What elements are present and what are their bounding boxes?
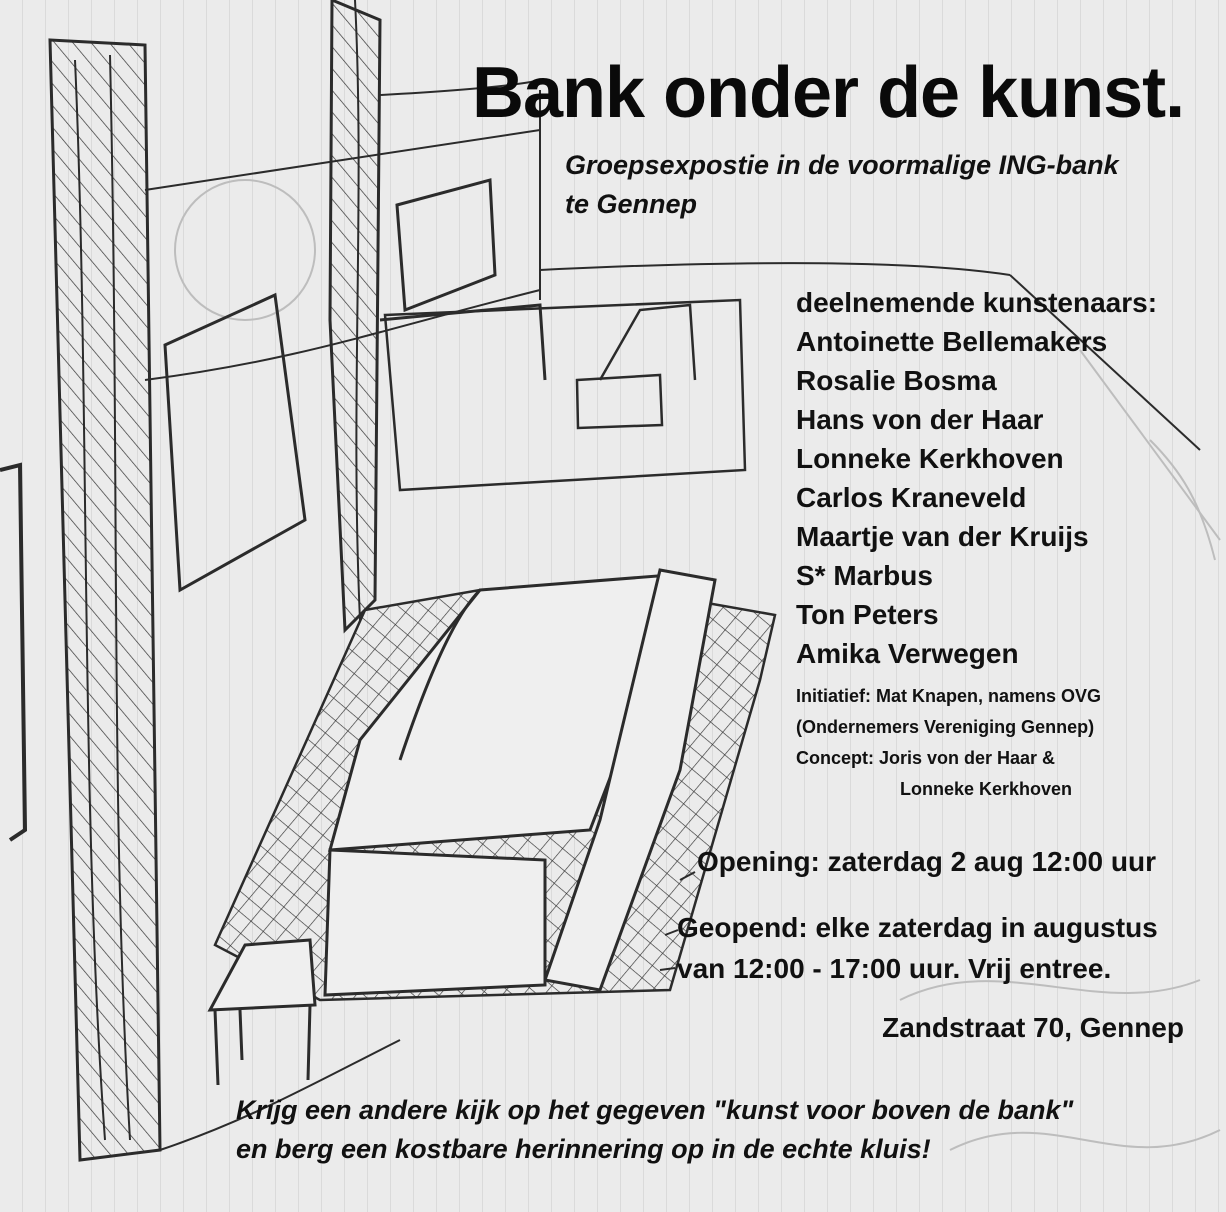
artist-name: Lonneke Kerkhoven <box>796 443 1064 474</box>
credits <box>796 681 1101 805</box>
artist-name: Maartje van der Kruijs <box>796 521 1089 552</box>
artist-name: Ton Peters <box>796 599 939 630</box>
artist-name: Antoinette Bellemakers <box>796 326 1108 357</box>
artist-name: Rosalie Bosma <box>796 365 997 396</box>
subtitle-line: te Gennep <box>565 189 698 219</box>
artist-name: Carlos Kraneveld <box>796 482 1027 513</box>
doorway-armchair <box>385 300 745 490</box>
concept-line: Lonneke Kerkhoven <box>900 779 1073 799</box>
subtitle-line: Groepsexpostie in de voormalige ING-bank <box>565 150 1119 180</box>
opening-info: Opening: zaterdag 2 aug 12:00 uur <box>697 846 1156 877</box>
center-curtain <box>330 0 380 630</box>
poster-subtitle <box>565 146 1119 224</box>
door-frame <box>0 465 25 840</box>
artist-name: Amika Verwegen <box>796 638 1019 669</box>
closing-tagline <box>236 1091 1073 1169</box>
artists-heading: deelnemende kunstenaars: <box>796 287 1158 318</box>
concept-line: Concept: Joris von der Haar & <box>796 748 1056 768</box>
artist-name: S* Marbus <box>796 560 933 591</box>
tagline-line: en berg een kostbare herinnering op in de echte kluis! <box>236 1134 931 1164</box>
address: Zandstraat 70, Gennep <box>882 1012 1184 1043</box>
side-table <box>210 940 315 1085</box>
opening-hours <box>677 907 1158 989</box>
poster-title: Bank onder de kunst. <box>472 53 1185 133</box>
initiative-line: Initiatief: Mat Knapen, namens OVG <box>796 686 1102 706</box>
tagline-line: Krijg een andere kijk op het gegeven "kunst voor boven de bank" <box>236 1095 1074 1125</box>
artist-name: Hans von der Haar <box>796 404 1044 435</box>
hours-line: Geopend: elke zaterdag in augustus <box>677 912 1158 943</box>
initiative-line: (Ondernemers Vereniging Gennep) <box>796 717 1095 737</box>
hours-line: van 12:00 - 17:00 uur. Vrij entree. <box>677 953 1112 984</box>
left-curtain <box>50 40 160 1160</box>
artist-list <box>796 283 1157 673</box>
